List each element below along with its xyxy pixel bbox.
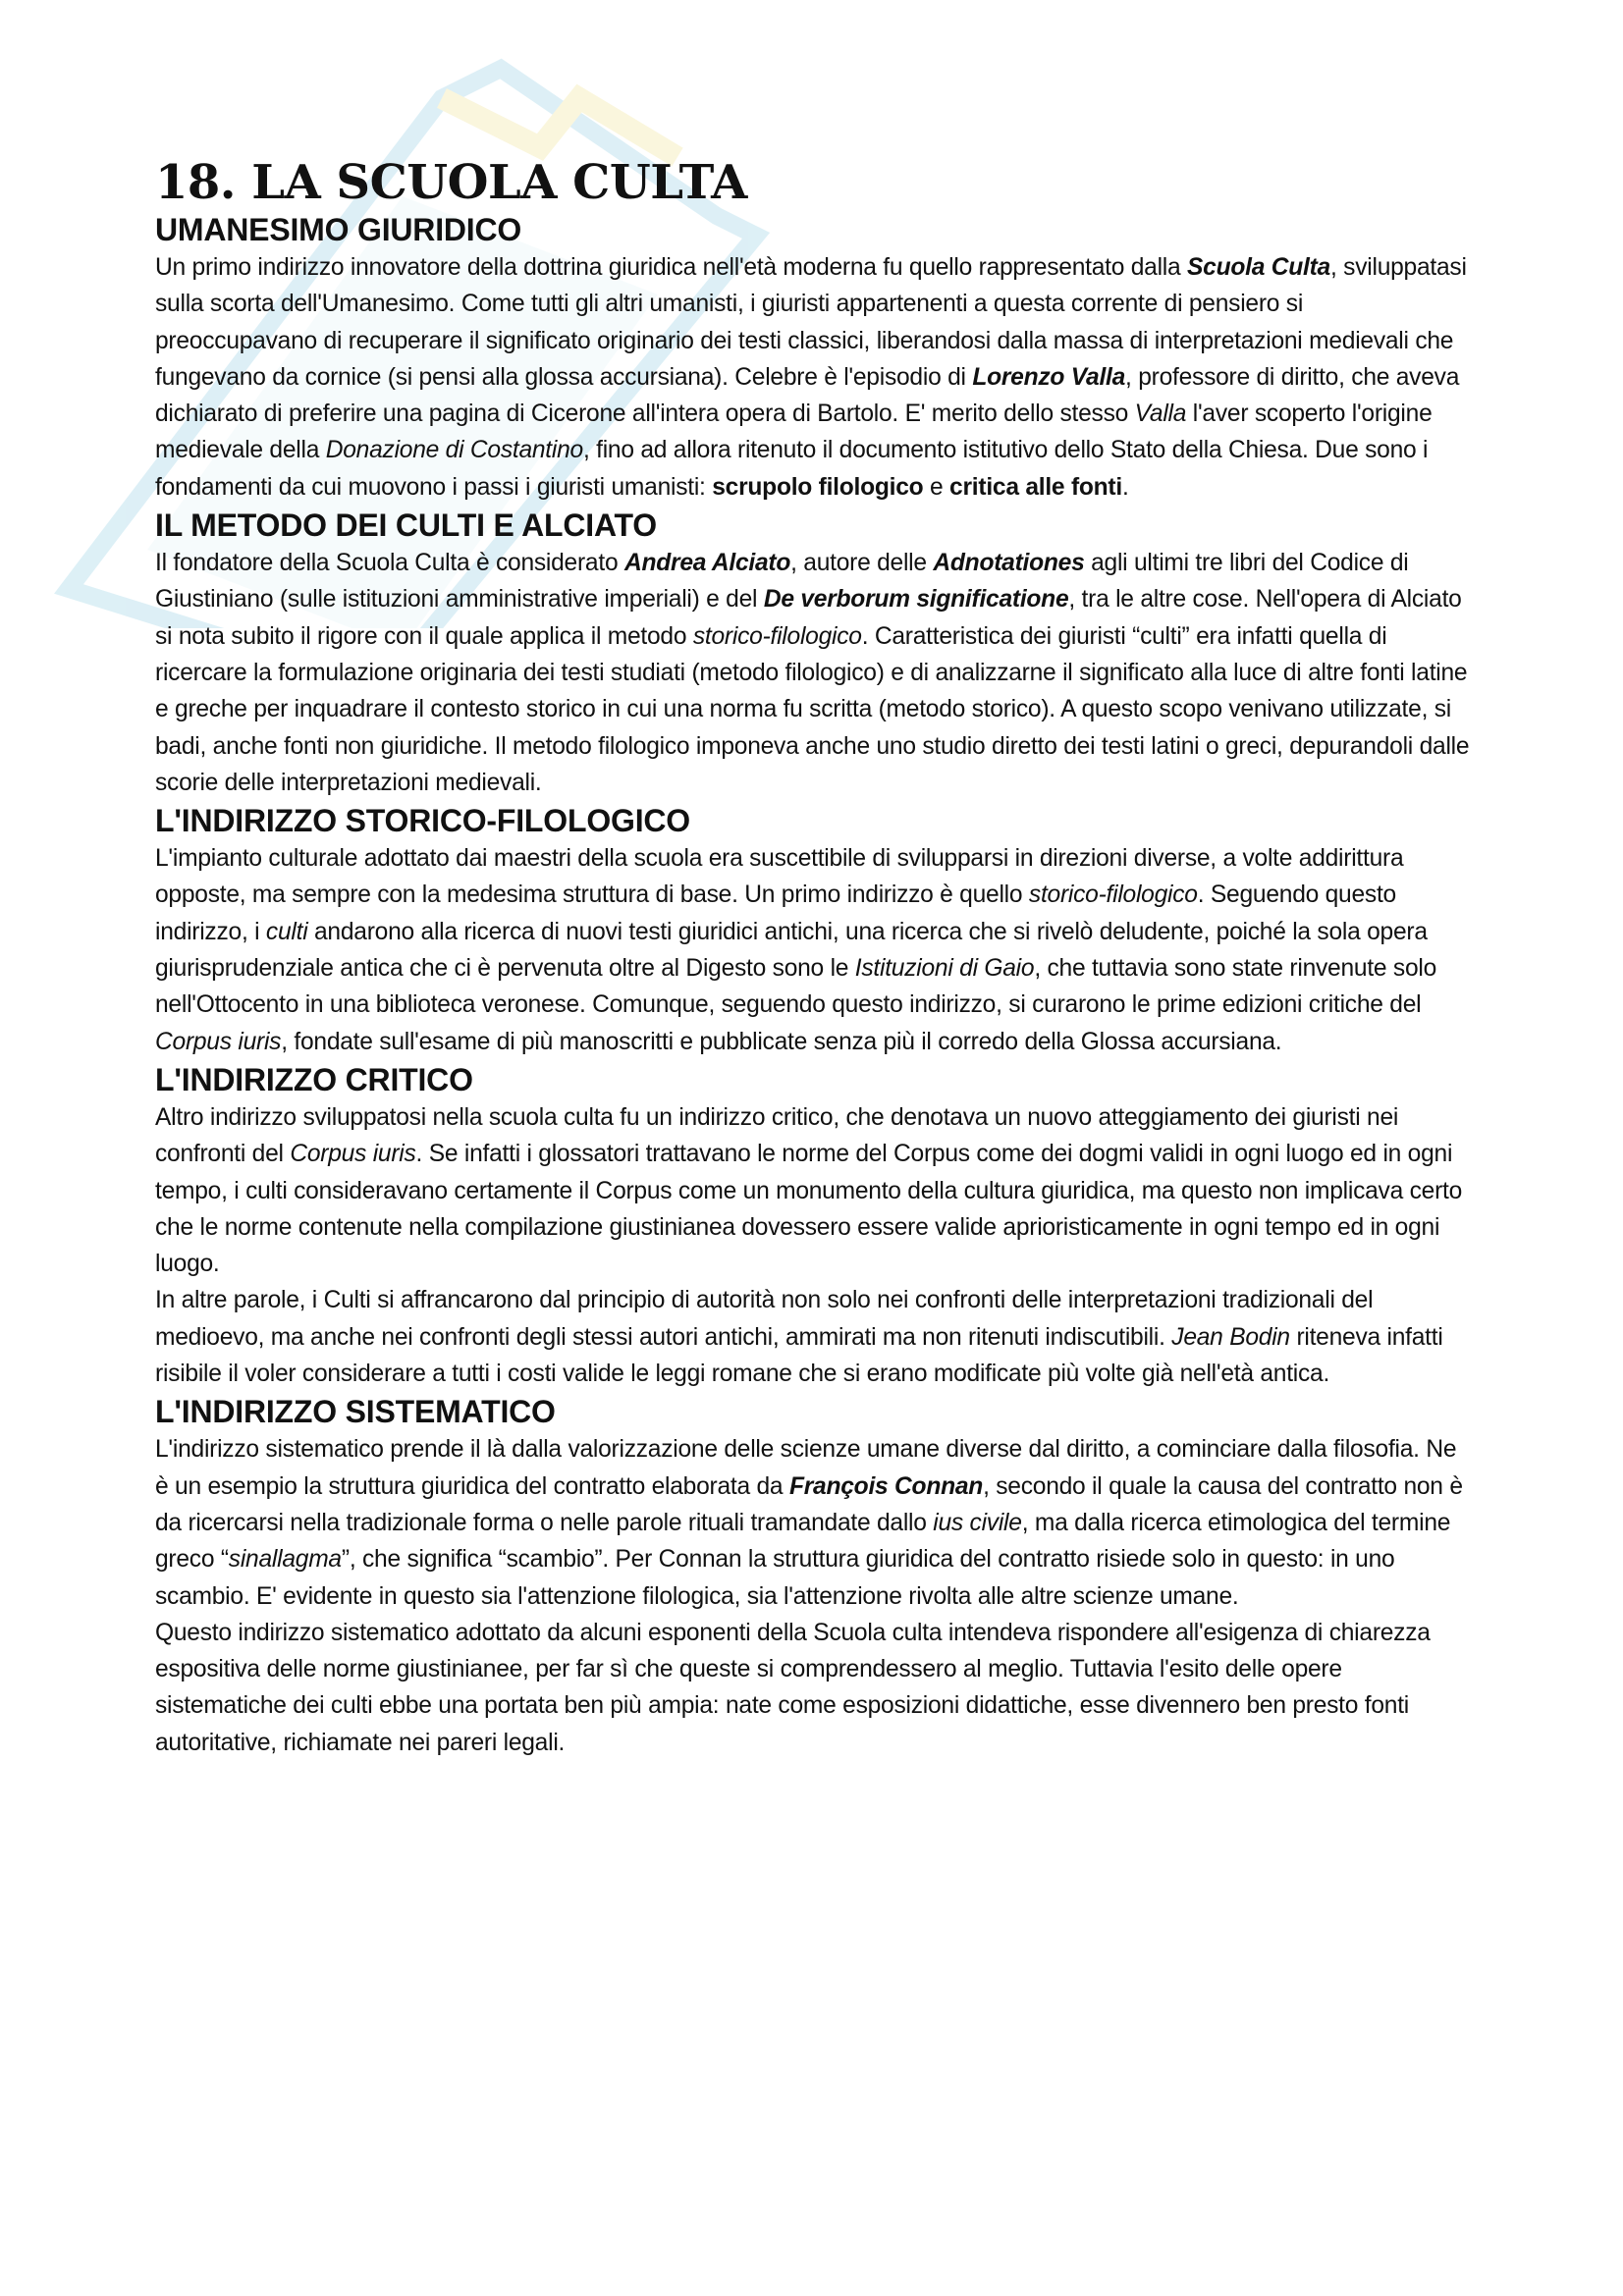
- text-run: Andrea Alciato: [623, 550, 791, 577]
- text-run: Questo indirizzo sistematico adottato da alcuni esponenti della Scuola culta intendeva rispondere all'esigenza di chiarezza espositiva delle norme giustinianee, per far sì che queste si comprendessero al meglio. Tuttavia l'esito delle opere sistematiche dei culti ebbe una portata ben più ampia: nate come esposizioni didattiche, esse divennero ben presto fonti autoritative, richiamate nei pareri legali.: [155, 1619, 1431, 1756]
- paragraph: [155, 1615, 1471, 1761]
- text-run: critica alle fonti: [949, 473, 1122, 501]
- text-run: De verborum significatione: [763, 586, 1069, 614]
- text-run: agli ultimi tre libri del Codice di Giustiniano (sulle istituzioni amministrative imperiali) e del: [155, 550, 1409, 614]
- text-run: , sviluppatasi sulla scorta dell'Umanesimo. Come tutti gli altri umanisti, i giuristi appartenenti a questa corrente di pensiero si preoccupavano di recuperare il significato originario dei testi classici, liberandosi dalla massa di interpretazioni medievali che fungevano da cornice (si pensi alla glossa accursiana). Celebre è l'episodio di: [155, 254, 1467, 391]
- sections-container: [155, 210, 1471, 1761]
- section-heading: L'INDIRIZZO STORICO-FILOLOGICO: [155, 803, 690, 839]
- text-run: .: [1121, 473, 1129, 501]
- text-run: , ma dalla ricerca etimologica del termine greco “: [155, 1509, 1451, 1574]
- paragraph: [155, 1099, 1471, 1282]
- section: [155, 1392, 1471, 1761]
- text-run: François Connan: [788, 1472, 984, 1500]
- text-run: In altre parole, i Culti si affrancarono dal principio di autorità non solo nei confronti delle interpretazioni tradizionali del medioevo, ma anche nei confronti degli stessi autori antichi, ammirati ma non ritenuti indiscutibili.: [155, 1287, 1374, 1351]
- paragraph: [155, 545, 1471, 801]
- text-run: . Caratteristica dei giuristi “culti” era infatti quella di ricercare la formulazione originaria dei testi studiati (metodo filologico) e di analizzarne il significato alla luce di altre fonti latine e greche per inquadrare il contesto storico in cui una norma fu scritta (metodo storico). A questo scopo venivano utilizzate, si badi, anche fonti non giuridiche. Il metodo filologico imponeva anche uno studio diretto dei testi latini o greci, depurandoli dalle scorie delle interpretazioni medievali.: [155, 622, 1470, 796]
- text-run: Donazione di Costantino: [325, 437, 583, 464]
- paragraph: [155, 1282, 1471, 1392]
- text-run: e: [923, 473, 950, 501]
- section-heading: L'INDIRIZZO SISTEMATICO: [155, 1394, 556, 1430]
- text-run: Un primo indirizzo innovatore della dottrina giuridica nell'età moderna fu quello rappresentato dalla: [155, 254, 1188, 281]
- section: [155, 506, 1471, 801]
- text-run: Il fondatore della Scuola Culta è considerato: [155, 550, 624, 577]
- text-run: storico-filologico: [1028, 881, 1198, 909]
- text-run: Altro indirizzo sviluppatosi nella scuola culta fu un indirizzo critico, che denotava un nuovo atteggiamento dei giuristi nei confronti del: [155, 1103, 1399, 1168]
- text-run: Valla: [1134, 400, 1187, 428]
- text-run: , tra le altre cose. Nell'opera di Alciato si nota subito il rigore con il quale applica il metodo: [155, 586, 1462, 650]
- section: [155, 210, 1471, 506]
- section: [155, 1060, 1471, 1392]
- text-run: . Seguendo questo indirizzo, i: [155, 881, 1396, 945]
- text-run: l'aver scoperto l'origine medievale della: [155, 400, 1433, 464]
- paragraph: [155, 1431, 1471, 1614]
- text-run: . Se infatti i glossatori trattavano le norme del Corpus come dei dogmi validi in ogni luogo ed in ogni tempo, i culti consideravano certamente il Corpus come un monumento della cultura giuridica, ma questo non implicava certo che le norme contenute nella compilazione giustinianea dovessero essere valide aprioristicamente in ogni tempo ed in ogni luogo.: [155, 1141, 1463, 1278]
- page-title: 18. LA SCUOLA CULTA: [155, 155, 747, 210]
- text-run: Jean Bodin: [1171, 1323, 1290, 1351]
- text-run: Scuola Culta: [1187, 254, 1330, 281]
- text-run: , fino ad allora ritenuto il documento istitutivo dello Stato della Chiesa. Due sono i fondamenti da cui muovono i passi i giuristi umanisti:: [155, 437, 1429, 501]
- text-run: L'indirizzo sistematico prende il là dalla valorizzazione delle scienze umane diverse dal diritto, a cominciare dalla filosofia. Ne è un esempio la struttura giuridica del contratto elaborata da: [155, 1436, 1457, 1500]
- paragraph: [155, 249, 1471, 506]
- text-run: Adnotationes: [933, 550, 1085, 577]
- section-heading: IL METODO DEI CULTI E ALCIATO: [155, 507, 657, 544]
- text-run: sinallagma: [228, 1546, 342, 1574]
- document-page: [155, 155, 1471, 1761]
- text-run: andarono alla ricerca di nuovi testi giuridici antichi, una ricerca che si rivelò deludente, poiché la sola opera giurisprudenziale antica che ci è pervenuta oltre al Digesto sono le: [155, 918, 1428, 983]
- text-run: Istituzioni di Gaio: [854, 955, 1035, 983]
- section-heading: L'INDIRIZZO CRITICO: [155, 1061, 473, 1097]
- paragraph: [155, 840, 1471, 1060]
- text-run: riteneva infatti risibile il voler considerare a tutti i costi valide le leggi romane che si erano modificate più volte già nell'età antica.: [155, 1323, 1443, 1388]
- text-run: , secondo il quale la causa del contratto non è da ricercarsi nella tradizionale forma o nelle parole rituali tramandate dallo: [155, 1472, 1463, 1536]
- text-run: ius civile: [933, 1509, 1022, 1536]
- text-run: , fondate sull'esame di più manoscritti e pubblicate senza più il corredo della Glossa accursiana.: [281, 1028, 1282, 1055]
- section-heading: UMANESIMO GIURIDICO: [155, 212, 522, 247]
- text-run: storico-filologico: [692, 622, 862, 650]
- text-run: Lorenzo Valla: [972, 363, 1126, 391]
- text-run: scrupolo filologico: [712, 473, 924, 501]
- text-run: ”, che significa “scambio”. Per Connan la struttura giuridica del contratto risiede solo in questo: in uno scambio. E' evidente in questo sia l'attenzione filologica, sia l'attenzione rivolta alle altre scienze umane.: [155, 1546, 1395, 1610]
- text-run: culti: [265, 918, 308, 945]
- section: [155, 801, 1471, 1060]
- text-run: Corpus iuris: [290, 1141, 416, 1168]
- text-run: L'impianto culturale adottato dai maestri della scuola era suscettibile di svilupparsi in direzioni diverse, a volte addirittura opposte, ma sempre con la medesima struttura di base. Un primo indirizzo è quello: [155, 845, 1404, 909]
- text-run: , professore di diritto, che aveva dichiarato di preferire una pagina di Cicerone all'intera opera di Bartolo. E' merito dello stesso: [155, 363, 1460, 428]
- text-run: Corpus iuris: [155, 1028, 282, 1055]
- text-run: , autore delle: [790, 550, 934, 577]
- text-run: , che tuttavia sono state rinvenute solo nell'Ottocento in una biblioteca veronese. Comunque, seguendo questo indirizzo, si curarono le prime edizioni critiche del: [155, 955, 1437, 1019]
